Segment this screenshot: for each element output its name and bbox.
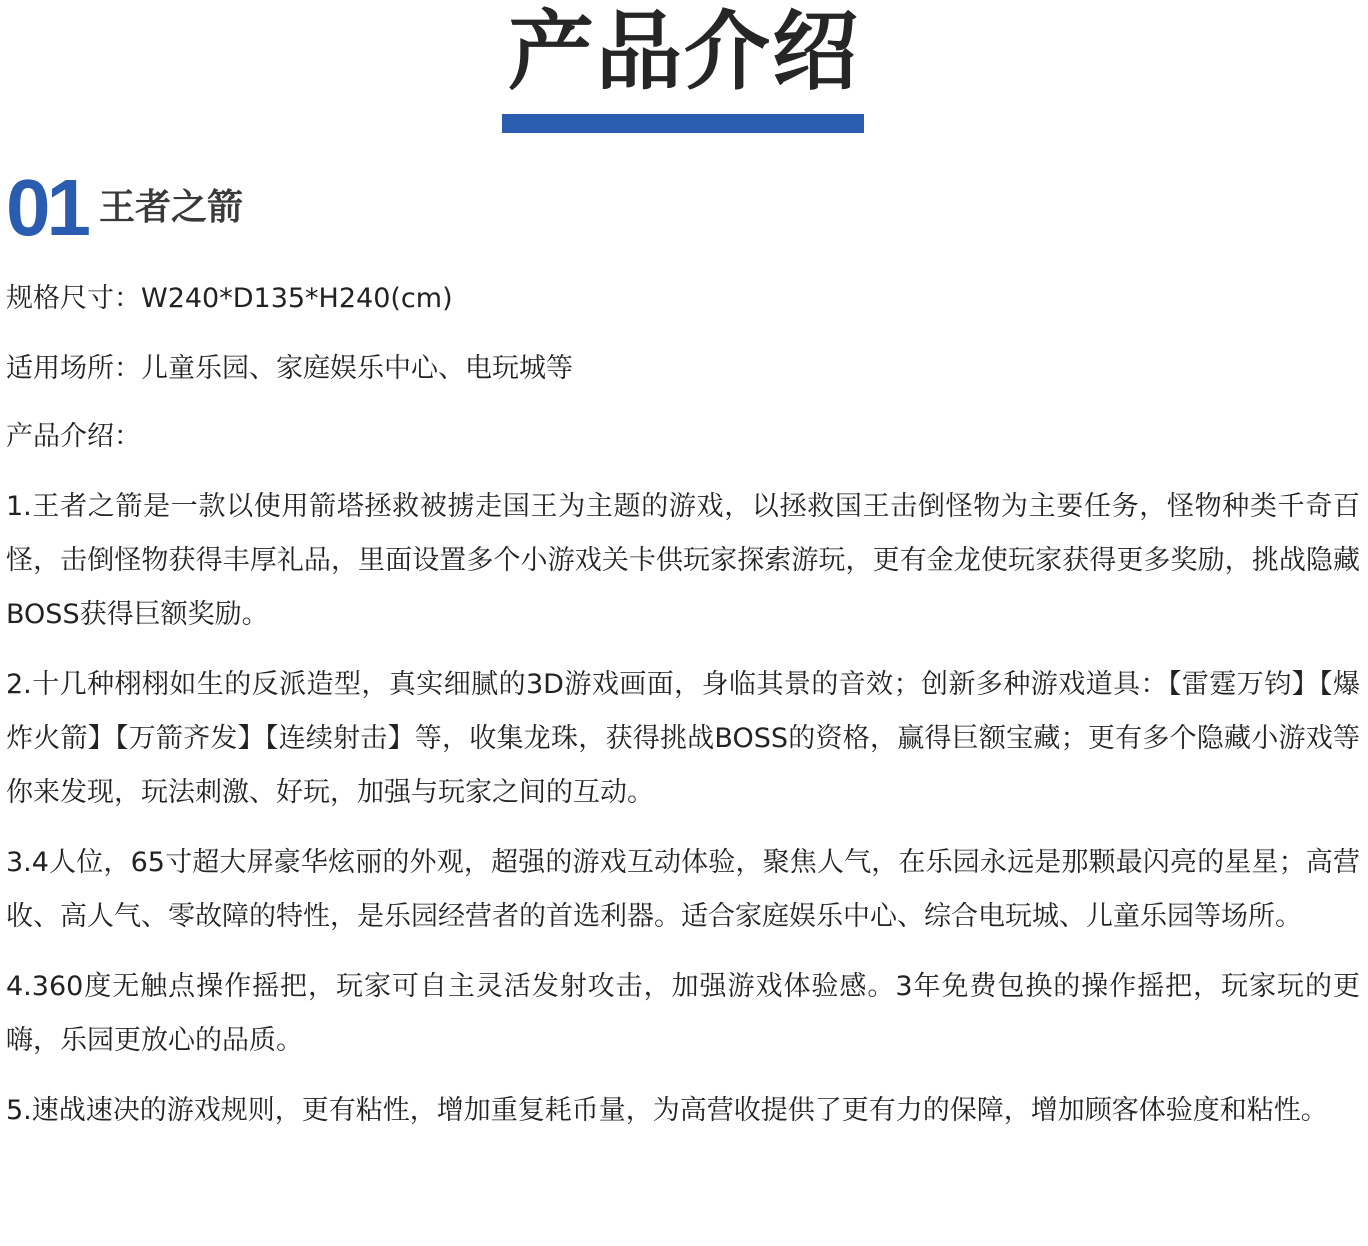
spec-venue: 适用场所：儿童乐园、家庭娱乐中心、电玩城等 <box>6 353 573 384</box>
paragraph-4: 4.360度无触点操作摇把，玩家可自主灵活发射攻击，加强游戏体验感。3年免费包换的操作摇把，玩家玩的更嗨，乐园更放心的品质。 <box>6 971 1360 1056</box>
title-underline <box>502 114 864 133</box>
product-description <box>6 272 1360 1138</box>
page-header <box>0 0 1368 140</box>
product-number: 01 <box>6 163 87 252</box>
spec-size: 规格尺寸：W240*D135*H240(cm) <box>6 283 453 314</box>
paragraph-2: 2.十几种栩栩如生的反派造型，真实细腻的3D游戏画面，身临其景的音效；创新多种游戏道具：【雷霆万钧】【爆炸火箭】【万箭齐发】【连续射击】等，收集龙珠，获得挑战BOSS的资格，赢得巨额宝藏；更有多个隐藏小游戏等你来发现，玩法刺激、好玩，加强与玩家之间的互动。 <box>6 669 1360 808</box>
page-title: 产品介绍 <box>508 2 860 102</box>
paragraph-3: 3.4人位，65寸超大屏豪华炫丽的外观，超强的游戏互动体验，聚焦人气，在乐园永远是那颗最闪亮的星星；高营收、高人气、零故障的特性，是乐园经营者的首选利器。适合家庭娱乐中心、综合电玩城、儿童乐园等场所。 <box>6 847 1360 932</box>
paragraph-5: 5.速战速决的游戏规则，更有粘性，增加重复耗币量，为高营收提供了更有力的保障，增加顾客体验度和粘性。 <box>6 1095 1328 1126</box>
intro-label: 产品介绍： <box>6 421 141 452</box>
product-name: 王者之箭 <box>98 187 243 228</box>
product-heading <box>6 163 243 252</box>
paragraph-1: 1.王者之箭是一款以使用箭塔拯救被掳走国王为主题的游戏，以拯救国王击倒怪物为主要任务，怪物种类千奇百怪，击倒怪物获得丰厚礼品，里面设置多个小游戏关卡供玩家探索游玩，更有金龙使玩家获得更多奖励，挑战隐藏BOSS获得巨额奖励。 <box>6 491 1360 630</box>
